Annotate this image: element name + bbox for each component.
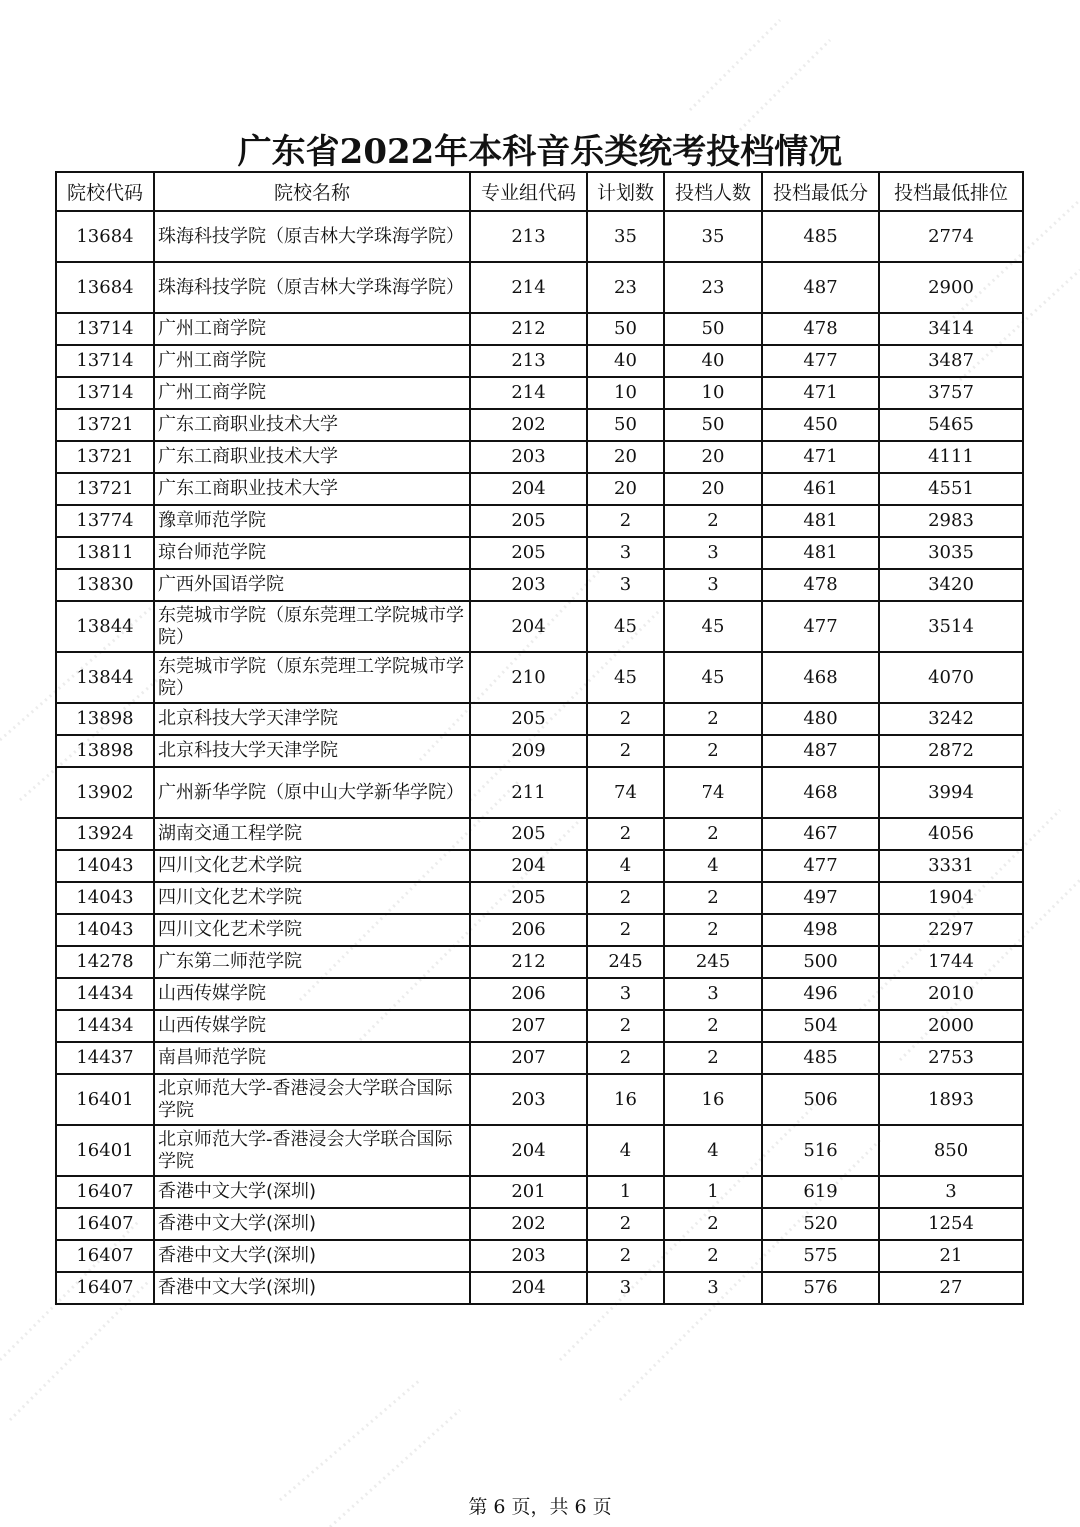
- cell-school-code: 13898: [56, 735, 154, 767]
- cell-min-rank: 3487: [879, 345, 1023, 377]
- document-title: 广东省2022年本科音乐类统考投档情况: [237, 132, 843, 172]
- cell-school-code: 16401: [56, 1125, 154, 1176]
- cell-school-code: 13844: [56, 652, 154, 703]
- cell-min-rank: 4551: [879, 473, 1023, 505]
- cell-plan-count: 20: [587, 473, 664, 505]
- cell-plan-count: 4: [587, 1125, 664, 1176]
- cell-group-code: 206: [470, 978, 587, 1010]
- header-group-code: 专业组代码: [470, 172, 587, 211]
- cell-school-name: 四川文化艺术学院: [154, 882, 470, 914]
- cell-admitted-count: 4: [664, 1125, 762, 1176]
- cell-plan-count: 2: [587, 914, 664, 946]
- cell-plan-count: 2: [587, 505, 664, 537]
- header-school-code: 院校代码: [56, 172, 154, 211]
- cell-school-code: 13811: [56, 537, 154, 569]
- cell-plan-count: 45: [587, 601, 664, 652]
- cell-min-score: 496: [762, 978, 879, 1010]
- cell-group-code: 205: [470, 505, 587, 537]
- cell-school-name: 广东工商职业技术大学: [154, 409, 470, 441]
- cell-school-code: 14043: [56, 850, 154, 882]
- table-row: [56, 505, 1023, 537]
- table-body: [56, 211, 1023, 1304]
- cell-plan-count: 40: [587, 345, 664, 377]
- cell-group-code: 204: [470, 850, 587, 882]
- cell-group-code: 207: [470, 1010, 587, 1042]
- cell-school-name: 湖南交通工程学院: [154, 818, 470, 850]
- cell-group-code: 207: [470, 1042, 587, 1074]
- cell-min-rank: 2753: [879, 1042, 1023, 1074]
- cell-plan-count: 2: [587, 882, 664, 914]
- cell-school-code: 14434: [56, 1010, 154, 1042]
- cell-school-code: 14043: [56, 882, 154, 914]
- cell-min-score: 467: [762, 818, 879, 850]
- cell-plan-count: 35: [587, 211, 664, 262]
- cell-group-code: 209: [470, 735, 587, 767]
- cell-school-code: 16407: [56, 1208, 154, 1240]
- cell-min-score: 520: [762, 1208, 879, 1240]
- cell-plan-count: 74: [587, 767, 664, 818]
- table-row: [56, 211, 1023, 262]
- cell-min-score: 516: [762, 1125, 879, 1176]
- cell-admitted-count: 23: [664, 262, 762, 313]
- cell-school-code: 13684: [56, 262, 154, 313]
- cell-group-code: 204: [470, 1125, 587, 1176]
- cell-school-code: 13830: [56, 569, 154, 601]
- cell-min-score: 481: [762, 537, 879, 569]
- cell-group-code: 204: [470, 473, 587, 505]
- cell-min-score: 471: [762, 441, 879, 473]
- cell-admitted-count: 2: [664, 818, 762, 850]
- cell-min-score: 485: [762, 211, 879, 262]
- table-row: [56, 978, 1023, 1010]
- cell-school-code: 13714: [56, 345, 154, 377]
- table-row: [56, 1010, 1023, 1042]
- cell-min-score: 471: [762, 377, 879, 409]
- table-row: [56, 703, 1023, 735]
- cell-plan-count: 2: [587, 1010, 664, 1042]
- cell-min-rank: 3414: [879, 313, 1023, 345]
- cell-min-rank: 2872: [879, 735, 1023, 767]
- cell-school-name: 广州工商学院: [154, 313, 470, 345]
- cell-group-code: 204: [470, 1272, 587, 1304]
- cell-school-code: 13684: [56, 211, 154, 262]
- table-row: [56, 377, 1023, 409]
- cell-school-code: 13721: [56, 441, 154, 473]
- cell-school-name: 豫章师范学院: [154, 505, 470, 537]
- cell-min-rank: 4111: [879, 441, 1023, 473]
- cell-school-code: 13898: [56, 703, 154, 735]
- cell-min-rank: 1254: [879, 1208, 1023, 1240]
- cell-school-code: 14043: [56, 914, 154, 946]
- cell-group-code: 206: [470, 914, 587, 946]
- cell-school-name: 北京师范大学-香港浸会大学联合国际学院: [154, 1125, 470, 1176]
- cell-plan-count: 2: [587, 818, 664, 850]
- cell-min-score: 477: [762, 345, 879, 377]
- cell-admitted-count: 35: [664, 211, 762, 262]
- cell-min-score: 506: [762, 1074, 879, 1125]
- cell-plan-count: 2: [587, 1208, 664, 1240]
- cell-min-score: 477: [762, 850, 879, 882]
- cell-min-score: 487: [762, 262, 879, 313]
- cell-school-name: 山西传媒学院: [154, 1010, 470, 1042]
- cell-min-rank: 21: [879, 1240, 1023, 1272]
- cell-group-code: 205: [470, 703, 587, 735]
- table-row: [56, 1272, 1023, 1304]
- cell-group-code: 214: [470, 262, 587, 313]
- cell-min-score: 485: [762, 1042, 879, 1074]
- cell-admitted-count: 20: [664, 473, 762, 505]
- header-min-rank: 投档最低排位: [879, 172, 1023, 211]
- table-row: [56, 818, 1023, 850]
- cell-school-name: 广州工商学院: [154, 377, 470, 409]
- cell-group-code: 210: [470, 652, 587, 703]
- cell-school-code: 14434: [56, 978, 154, 1010]
- cell-school-name: 北京师范大学-香港浸会大学联合国际学院: [154, 1074, 470, 1125]
- cell-min-score: 461: [762, 473, 879, 505]
- cell-school-code: 14278: [56, 946, 154, 978]
- cell-min-rank: 2900: [879, 262, 1023, 313]
- table-row: [56, 441, 1023, 473]
- cell-group-code: 212: [470, 946, 587, 978]
- cell-admitted-count: 2: [664, 882, 762, 914]
- cell-min-rank: 2983: [879, 505, 1023, 537]
- cell-group-code: 213: [470, 211, 587, 262]
- cell-min-rank: 850: [879, 1125, 1023, 1176]
- cell-plan-count: 2: [587, 735, 664, 767]
- cell-admitted-count: 3: [664, 978, 762, 1010]
- cell-min-score: 481: [762, 505, 879, 537]
- cell-school-name: 广东工商职业技术大学: [154, 473, 470, 505]
- cell-school-name: 广西外国语学院: [154, 569, 470, 601]
- cell-admitted-count: 10: [664, 377, 762, 409]
- cell-group-code: 211: [470, 767, 587, 818]
- cell-school-name: 香港中文大学(深圳): [154, 1240, 470, 1272]
- cell-school-name: 香港中文大学(深圳): [154, 1272, 470, 1304]
- cell-min-rank: 4070: [879, 652, 1023, 703]
- cell-admitted-count: 50: [664, 313, 762, 345]
- cell-plan-count: 2: [587, 703, 664, 735]
- cell-school-name: 东莞城市学院（原东莞理工学院城市学院）: [154, 652, 470, 703]
- table-row: [56, 1176, 1023, 1208]
- table-row: [56, 262, 1023, 313]
- table-row: [56, 537, 1023, 569]
- cell-min-rank: 3331: [879, 850, 1023, 882]
- table-row: [56, 946, 1023, 978]
- table-row: [56, 601, 1023, 652]
- table-row: [56, 1208, 1023, 1240]
- cell-school-code: 13714: [56, 377, 154, 409]
- cell-min-score: 478: [762, 569, 879, 601]
- cell-school-name: 珠海科技学院（原吉林大学珠海学院）: [154, 262, 470, 313]
- table-row: [56, 473, 1023, 505]
- cell-plan-count: 20: [587, 441, 664, 473]
- cell-plan-count: 3: [587, 569, 664, 601]
- cell-group-code: 204: [470, 601, 587, 652]
- cell-school-name: 广州新华学院（原中山大学新华学院）: [154, 767, 470, 818]
- table-row: [56, 1074, 1023, 1125]
- cell-school-name: 南昌师范学院: [154, 1042, 470, 1074]
- cell-admitted-count: 2: [664, 1010, 762, 1042]
- cell-group-code: 214: [470, 377, 587, 409]
- cell-min-rank: 1893: [879, 1074, 1023, 1125]
- cell-group-code: 203: [470, 1240, 587, 1272]
- table-row: [56, 914, 1023, 946]
- cell-school-name: 香港中文大学(深圳): [154, 1208, 470, 1240]
- cell-school-name: 东莞城市学院（原东莞理工学院城市学院）: [154, 601, 470, 652]
- cell-admitted-count: 2: [664, 735, 762, 767]
- cell-min-rank: 3514: [879, 601, 1023, 652]
- cell-plan-count: 50: [587, 313, 664, 345]
- cell-group-code: 203: [470, 1074, 587, 1125]
- table-row: [56, 1240, 1023, 1272]
- cell-group-code: 213: [470, 345, 587, 377]
- cell-plan-count: 16: [587, 1074, 664, 1125]
- cell-school-code: 13714: [56, 313, 154, 345]
- cell-group-code: 202: [470, 1208, 587, 1240]
- cell-school-code: 13721: [56, 473, 154, 505]
- header-admitted-count: 投档人数: [664, 172, 762, 211]
- cell-school-name: 广东工商职业技术大学: [154, 441, 470, 473]
- table-row: [56, 1042, 1023, 1074]
- cell-admitted-count: 50: [664, 409, 762, 441]
- cell-school-name: 山西传媒学院: [154, 978, 470, 1010]
- cell-min-rank: 3420: [879, 569, 1023, 601]
- cell-school-code: 13844: [56, 601, 154, 652]
- admission-table: [55, 171, 1024, 1305]
- cell-min-score: 619: [762, 1176, 879, 1208]
- cell-plan-count: 2: [587, 1042, 664, 1074]
- table-header-row: [56, 172, 1023, 211]
- cell-plan-count: 50: [587, 409, 664, 441]
- cell-school-code: 16407: [56, 1240, 154, 1272]
- cell-school-name: 珠海科技学院（原吉林大学珠海学院）: [154, 211, 470, 262]
- cell-min-rank: 4056: [879, 818, 1023, 850]
- cell-min-score: 480: [762, 703, 879, 735]
- cell-group-code: 205: [470, 818, 587, 850]
- cell-admitted-count: 45: [664, 652, 762, 703]
- cell-school-name: 四川文化艺术学院: [154, 914, 470, 946]
- cell-school-code: 13924: [56, 818, 154, 850]
- cell-min-rank: 2297: [879, 914, 1023, 946]
- table-row: [56, 313, 1023, 345]
- cell-admitted-count: 2: [664, 505, 762, 537]
- cell-min-rank: 3994: [879, 767, 1023, 818]
- cell-min-score: 497: [762, 882, 879, 914]
- cell-min-rank: 2010: [879, 978, 1023, 1010]
- page-number-footer: 第 6 页，共 6 页: [468, 1496, 612, 1518]
- cell-admitted-count: 2: [664, 703, 762, 735]
- cell-min-rank: 3035: [879, 537, 1023, 569]
- cell-group-code: 203: [470, 569, 587, 601]
- cell-admitted-count: 16: [664, 1074, 762, 1125]
- cell-school-code: 16407: [56, 1176, 154, 1208]
- table-row: [56, 850, 1023, 882]
- cell-school-name: 北京科技大学天津学院: [154, 703, 470, 735]
- cell-group-code: 202: [470, 409, 587, 441]
- table-row: [56, 767, 1023, 818]
- cell-plan-count: 245: [587, 946, 664, 978]
- cell-min-rank: 1744: [879, 946, 1023, 978]
- cell-school-name: 琼台师范学院: [154, 537, 470, 569]
- cell-min-rank: 5465: [879, 409, 1023, 441]
- cell-admitted-count: 2: [664, 1240, 762, 1272]
- cell-min-rank: 3242: [879, 703, 1023, 735]
- table-row: [56, 652, 1023, 703]
- cell-school-name: 广州工商学院: [154, 345, 470, 377]
- table-row: [56, 1125, 1023, 1176]
- cell-school-name: 四川文化艺术学院: [154, 850, 470, 882]
- cell-min-rank: 27: [879, 1272, 1023, 1304]
- cell-min-score: 498: [762, 914, 879, 946]
- cell-min-rank: 2000: [879, 1010, 1023, 1042]
- cell-min-rank: 1904: [879, 882, 1023, 914]
- cell-group-code: 205: [470, 537, 587, 569]
- cell-plan-count: 4: [587, 850, 664, 882]
- cell-admitted-count: 20: [664, 441, 762, 473]
- cell-plan-count: 3: [587, 1272, 664, 1304]
- cell-min-score: 487: [762, 735, 879, 767]
- cell-admitted-count: 40: [664, 345, 762, 377]
- cell-group-code: 212: [470, 313, 587, 345]
- cell-min-score: 468: [762, 652, 879, 703]
- table-row: [56, 735, 1023, 767]
- cell-min-rank: 2774: [879, 211, 1023, 262]
- cell-min-score: 500: [762, 946, 879, 978]
- cell-min-rank: 3757: [879, 377, 1023, 409]
- cell-admitted-count: 3: [664, 537, 762, 569]
- cell-school-name: 广东第二师范学院: [154, 946, 470, 978]
- cell-admitted-count: 2: [664, 1042, 762, 1074]
- cell-group-code: 203: [470, 441, 587, 473]
- header-school-name: 院校名称: [154, 172, 470, 211]
- cell-school-code: 16401: [56, 1074, 154, 1125]
- cell-admitted-count: 3: [664, 1272, 762, 1304]
- table-row: [56, 409, 1023, 441]
- cell-school-code: 13902: [56, 767, 154, 818]
- header-plan-count: 计划数: [587, 172, 664, 211]
- table-row: [56, 882, 1023, 914]
- cell-admitted-count: 2: [664, 914, 762, 946]
- cell-school-code: 13721: [56, 409, 154, 441]
- cell-plan-count: 2: [587, 1240, 664, 1272]
- table-row: [56, 569, 1023, 601]
- cell-admitted-count: 74: [664, 767, 762, 818]
- cell-plan-count: 1: [587, 1176, 664, 1208]
- cell-admitted-count: 1: [664, 1176, 762, 1208]
- cell-admitted-count: 3: [664, 569, 762, 601]
- cell-school-name: 香港中文大学(深圳): [154, 1176, 470, 1208]
- cell-plan-count: 45: [587, 652, 664, 703]
- cell-plan-count: 10: [587, 377, 664, 409]
- cell-min-score: 504: [762, 1010, 879, 1042]
- table-row: [56, 345, 1023, 377]
- cell-group-code: 205: [470, 882, 587, 914]
- cell-min-score: 575: [762, 1240, 879, 1272]
- cell-school-code: 16407: [56, 1272, 154, 1304]
- cell-admitted-count: 4: [664, 850, 762, 882]
- cell-admitted-count: 2: [664, 1208, 762, 1240]
- cell-group-code: 201: [470, 1176, 587, 1208]
- cell-admitted-count: 245: [664, 946, 762, 978]
- cell-min-rank: 3: [879, 1176, 1023, 1208]
- cell-min-score: 478: [762, 313, 879, 345]
- cell-plan-count: 3: [587, 978, 664, 1010]
- cell-min-score: 576: [762, 1272, 879, 1304]
- cell-school-name: 北京科技大学天津学院: [154, 735, 470, 767]
- cell-min-score: 477: [762, 601, 879, 652]
- cell-school-code: 13774: [56, 505, 154, 537]
- header-min-score: 投档最低分: [762, 172, 879, 211]
- cell-min-score: 450: [762, 409, 879, 441]
- cell-school-code: 14437: [56, 1042, 154, 1074]
- cell-min-score: 468: [762, 767, 879, 818]
- cell-plan-count: 3: [587, 537, 664, 569]
- cell-admitted-count: 45: [664, 601, 762, 652]
- cell-plan-count: 23: [587, 262, 664, 313]
